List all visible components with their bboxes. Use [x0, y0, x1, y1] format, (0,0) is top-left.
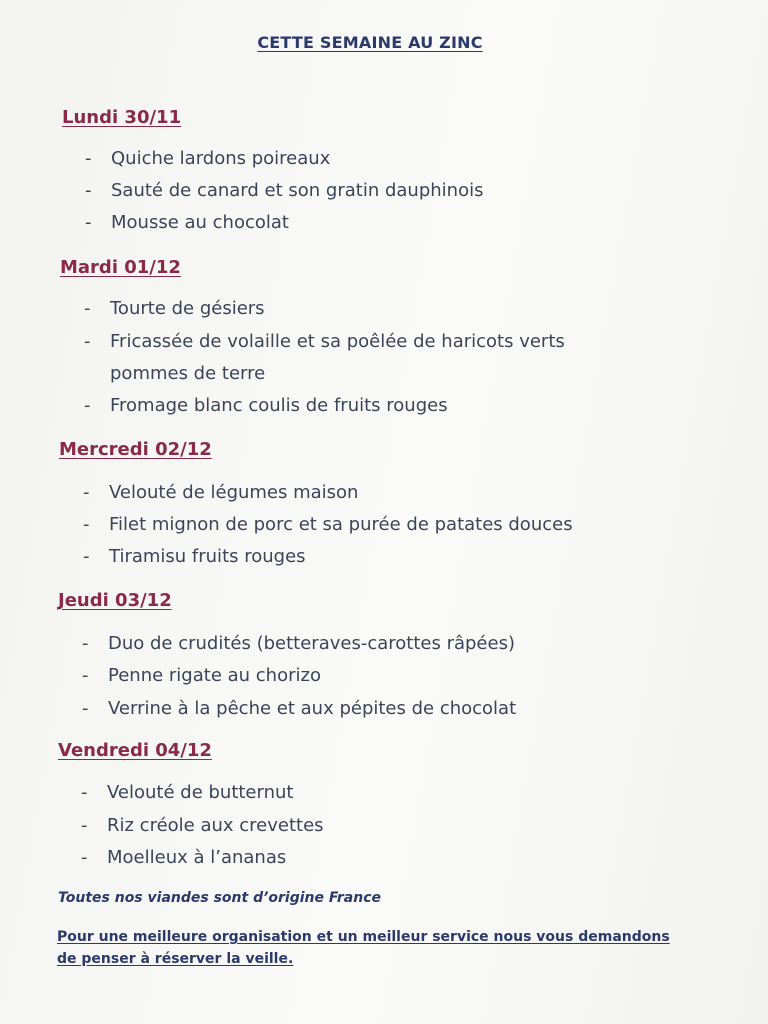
dish-item: - Moelleux à l’ananas — [81, 847, 287, 868]
dish-item: - Filet mignon de porc et sa purée de patates douces — [83, 514, 573, 535]
dish-item: - Fricassée de volaille et sa poêlée de haricots verts — [84, 331, 565, 352]
dish-item: - Velouté de butternut — [81, 782, 294, 803]
dish-item: - Verrine à la pêche et aux pépites de chocolat — [82, 698, 517, 719]
dish-item: - Duo de crudités (betteraves-carottes râpées) — [82, 633, 515, 654]
day-heading: Jeudi 03/12 — [58, 590, 172, 611]
dish-item: - Tiramisu fruits rouges — [83, 546, 306, 567]
day-heading: Mardi 01/12 — [60, 257, 181, 278]
day-heading: Mercredi 02/12 — [59, 439, 212, 460]
reservation-note — [57, 926, 697, 970]
dish-item: - Penne rigate au chorizo — [82, 665, 321, 686]
dish-item: - Velouté de légumes maison — [83, 482, 359, 503]
page-title: CETTE SEMAINE AU ZINC — [257, 33, 483, 52]
dish-item: - Quiche lardons poireaux — [85, 148, 331, 169]
dish-item: - Fromage blanc coulis de fruits rouges — [84, 395, 448, 416]
dish-item: - Sauté de canard et son gratin dauphinois — [85, 180, 484, 201]
dish-item: - Tourte de gésiers — [84, 298, 265, 319]
dish-item: - Mousse au chocolat — [85, 212, 289, 233]
day-heading: Vendredi 04/12 — [58, 740, 212, 761]
reservation-note-line: de penser à réserver la veille. — [57, 951, 294, 967]
meat-origin-note: Toutes nos viandes sont d’origine France — [58, 890, 382, 906]
day-heading: Lundi 30/11 — [62, 107, 182, 128]
reservation-note-line: Pour une meilleure organisation et un meilleur service nous vous demandons — [57, 929, 670, 945]
dish-item-continuation: pommes de terre — [110, 363, 266, 384]
dish-item: - Riz créole aux crevettes — [81, 815, 324, 836]
